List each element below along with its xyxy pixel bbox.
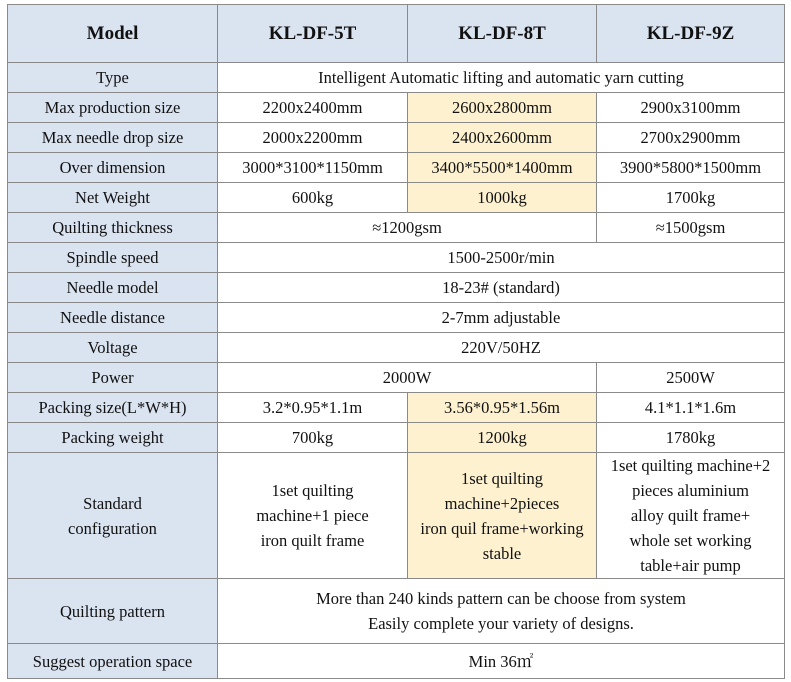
row-operation-space xyxy=(8,644,785,679)
label-power: Power xyxy=(8,363,218,393)
cell-line: pieces aluminium xyxy=(632,481,749,500)
cell-line: 1set quilting xyxy=(460,468,544,488)
header-row xyxy=(8,5,785,63)
row-max-production xyxy=(8,93,785,123)
cell: 2600x2800mm xyxy=(408,93,597,123)
cell: 2500W xyxy=(597,363,785,393)
cell-line: 1set quilting xyxy=(271,481,354,500)
row-packing-weight xyxy=(8,423,785,453)
label-quilting-pattern: Quilting pattern xyxy=(8,579,218,644)
cell: 3.56*0.95*1.56m xyxy=(408,393,597,423)
header-kl-df-8t: KL-DF-8T xyxy=(408,5,597,63)
cell xyxy=(218,453,408,579)
cell-line: 1set quilting machine+2 xyxy=(610,456,771,475)
cell: 600kg xyxy=(218,183,408,213)
cell-line: iron quilt frame xyxy=(260,531,365,550)
label-quilting-thickness: Quilting thickness xyxy=(8,213,218,243)
cell: 1500-2500r/min xyxy=(218,243,785,273)
cell-line: iron quil frame+working xyxy=(420,518,584,538)
label-needle-model: Needle model xyxy=(8,273,218,303)
cell xyxy=(408,453,597,579)
row-quilting-pattern xyxy=(8,579,785,644)
cell-line: More than 240 kinds pattern can be choose from system xyxy=(316,589,686,608)
row-packing-size xyxy=(8,393,785,423)
label-net-weight: Net Weight xyxy=(8,183,218,213)
cell: ≈1200gsm xyxy=(218,213,597,243)
spec-table xyxy=(7,4,785,679)
label-spindle-speed: Spindle speed xyxy=(8,243,218,273)
row-voltage xyxy=(8,333,785,363)
cell-line: stable xyxy=(482,543,522,563)
cell: 700kg xyxy=(218,423,408,453)
cell: 1000kg xyxy=(408,183,597,213)
cell: 2200x2400mm xyxy=(218,93,408,123)
cell-line: machine+2pieces xyxy=(444,493,560,513)
row-power xyxy=(8,363,785,393)
header-kl-df-9z: KL-DF-9Z xyxy=(597,5,785,63)
cell: 4.1*1.1*1.6m xyxy=(597,393,785,423)
cell-line: whole set working xyxy=(629,531,752,550)
label-needle-distance: Needle distance xyxy=(8,303,218,333)
cell: 2900x3100mm xyxy=(597,93,785,123)
cell: 2700x2900mm xyxy=(597,123,785,153)
cell: 2000W xyxy=(218,363,597,393)
row-net-weight xyxy=(8,183,785,213)
cell-line: Easily complete your variety of designs. xyxy=(368,614,634,633)
cell-line: table+air pump xyxy=(640,556,741,575)
header-model: Model xyxy=(8,5,218,63)
cell: 2-7mm adjustable xyxy=(218,303,785,333)
cell: 3400*5500*1400mm xyxy=(408,153,597,183)
cell xyxy=(218,579,785,644)
label-packing-weight: Packing weight xyxy=(8,423,218,453)
row-standard-configuration xyxy=(8,453,785,579)
row-quilting-thickness xyxy=(8,213,785,243)
row-type xyxy=(8,63,785,93)
label-standard-configuration xyxy=(8,453,218,579)
label-line: Standard xyxy=(83,493,142,513)
cell-line: alloy quilt frame+ xyxy=(630,506,751,525)
label-packing-size: Packing size(L*W*H) xyxy=(8,393,218,423)
label-line: configuration xyxy=(68,518,157,538)
cell: 2400x2600mm xyxy=(408,123,597,153)
header-kl-df-5t: KL-DF-5T xyxy=(218,5,408,63)
row-over-dimension xyxy=(8,153,785,183)
label-max-production: Max production size xyxy=(8,93,218,123)
value-type: Intelligent Automatic lifting and automatic yarn cutting xyxy=(218,63,785,93)
cell: 1780kg xyxy=(597,423,785,453)
cell: 3900*5800*1500mm xyxy=(597,153,785,183)
cell: 3000*3100*1150mm xyxy=(218,153,408,183)
label-type: Type xyxy=(8,63,218,93)
row-needle-distance xyxy=(8,303,785,333)
cell: 220V/50HZ xyxy=(218,333,785,363)
row-max-needle-drop xyxy=(8,123,785,153)
cell: 3.2*0.95*1.1m xyxy=(218,393,408,423)
cell: Min 36㎡ xyxy=(218,644,785,679)
cell xyxy=(597,453,785,579)
label-over-dimension: Over dimension xyxy=(8,153,218,183)
cell: 1700kg xyxy=(597,183,785,213)
row-spindle-speed xyxy=(8,243,785,273)
cell-line: machine+1 piece xyxy=(256,506,369,525)
label-operation-space: Suggest operation space xyxy=(8,644,218,679)
cell: ≈1500gsm xyxy=(597,213,785,243)
cell: 18-23# (standard) xyxy=(218,273,785,303)
label-voltage: Voltage xyxy=(8,333,218,363)
row-needle-model xyxy=(8,273,785,303)
label-max-needle-drop: Max needle drop size xyxy=(8,123,218,153)
cell: 2000x2200mm xyxy=(218,123,408,153)
cell: 1200kg xyxy=(408,423,597,453)
